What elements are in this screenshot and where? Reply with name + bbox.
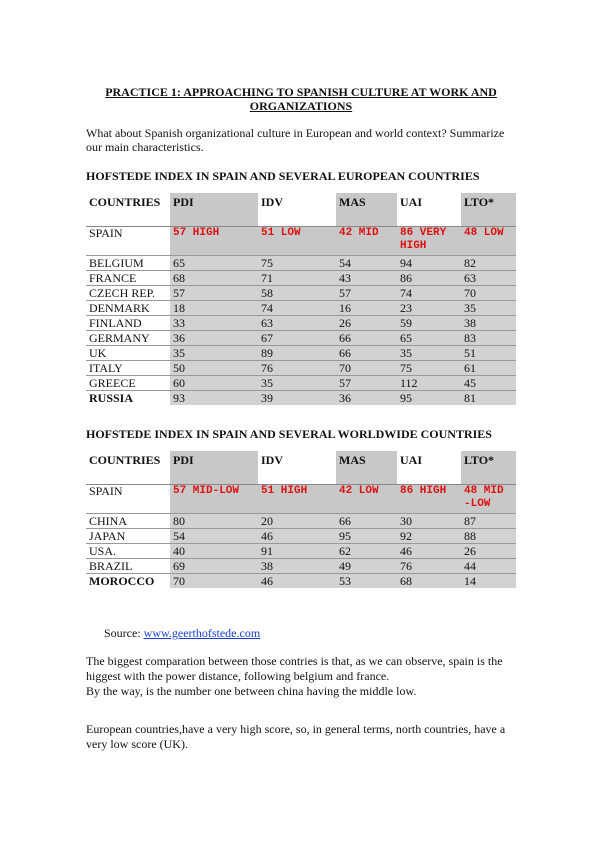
- world-table: [86, 451, 516, 588]
- value-cell: 35: [461, 301, 516, 316]
- spain-value-cell: 42 LOW: [336, 485, 397, 514]
- value-cell: 89: [258, 346, 336, 361]
- column-header: LTO*: [461, 451, 516, 485]
- value-cell: 46: [258, 574, 336, 589]
- spain-row: [86, 485, 516, 514]
- value-cell: 68: [397, 574, 461, 589]
- value-cell: 58: [258, 286, 336, 301]
- value-cell: 46: [258, 529, 336, 544]
- table-row: [86, 331, 516, 346]
- column-header: UAI: [397, 193, 461, 227]
- table-row: [86, 271, 516, 286]
- value-cell: 33: [170, 316, 258, 331]
- spain-row: [86, 227, 516, 256]
- value-cell: 87: [461, 514, 516, 529]
- value-cell: 70: [336, 361, 397, 376]
- value-cell: 57: [336, 376, 397, 391]
- value-cell: 49: [336, 559, 397, 574]
- country-cell: CZECH REP.: [86, 286, 170, 301]
- value-cell: 45: [461, 376, 516, 391]
- value-cell: 59: [397, 316, 461, 331]
- value-cell: 14: [461, 574, 516, 589]
- value-cell: 54: [336, 256, 397, 271]
- table-row: [86, 376, 516, 391]
- country-cell: RUSSIA: [86, 391, 170, 406]
- country-cell: JAPAN: [86, 529, 170, 544]
- table-row: [86, 346, 516, 361]
- value-cell: 86: [397, 271, 461, 286]
- spain-value-cell: 51 LOW: [258, 227, 336, 256]
- table-header-row: [86, 451, 516, 485]
- value-cell: 80: [170, 514, 258, 529]
- value-cell: 23: [397, 301, 461, 316]
- value-cell: 65: [170, 256, 258, 271]
- value-cell: 95: [397, 391, 461, 406]
- spain-value-cell: 51 HIGH: [258, 485, 336, 514]
- value-cell: 70: [170, 574, 258, 589]
- table-row: [86, 544, 516, 559]
- europe-table: [86, 193, 516, 405]
- intro-text: What about Spanish organizational culture in European and world context? Summarize our main characteristics.: [86, 126, 505, 154]
- value-cell: 82: [461, 256, 516, 271]
- column-header: UAI: [397, 451, 461, 485]
- value-cell: 57: [170, 286, 258, 301]
- spain-value-cell: 48 MID -LOW: [461, 485, 516, 514]
- value-cell: 16: [336, 301, 397, 316]
- source-label: Source:: [104, 626, 141, 640]
- value-cell: 43: [336, 271, 397, 286]
- value-cell: 92: [397, 529, 461, 544]
- table-row: [86, 391, 516, 406]
- value-cell: 74: [397, 286, 461, 301]
- value-cell: 76: [397, 559, 461, 574]
- spain-value-cell: 57 HIGH: [170, 227, 258, 256]
- value-cell: 57: [336, 286, 397, 301]
- spain-value-cell: 48 LOW: [461, 227, 516, 256]
- country-cell: UK: [86, 346, 170, 361]
- country-cell: FRANCE: [86, 271, 170, 286]
- paragraph-comparison: [86, 654, 516, 699]
- value-cell: 69: [170, 559, 258, 574]
- value-cell: 38: [461, 316, 516, 331]
- value-cell: 35: [258, 376, 336, 391]
- value-cell: 74: [258, 301, 336, 316]
- column-header: LTO*: [461, 193, 516, 227]
- value-cell: 36: [170, 331, 258, 346]
- spain-value-cell: 42 MID: [336, 227, 397, 256]
- country-cell: BELGIUM: [86, 256, 170, 271]
- value-cell: 81: [461, 391, 516, 406]
- value-cell: 36: [336, 391, 397, 406]
- spain-value-cell: 86 VERY HIGH: [397, 227, 461, 256]
- value-cell: 61: [461, 361, 516, 376]
- table-row: [86, 286, 516, 301]
- source-link[interactable]: www.geerthofstede.com: [143, 626, 261, 640]
- value-cell: 40: [170, 544, 258, 559]
- value-cell: 67: [258, 331, 336, 346]
- value-cell: 38: [258, 559, 336, 574]
- table-row: [86, 301, 516, 316]
- value-cell: 94: [397, 256, 461, 271]
- country-cell: SPAIN: [86, 485, 170, 514]
- value-cell: 70: [461, 286, 516, 301]
- country-cell: FINLAND: [86, 316, 170, 331]
- country-cell: GERMANY: [86, 331, 170, 346]
- value-cell: 20: [258, 514, 336, 529]
- value-cell: 44: [461, 559, 516, 574]
- value-cell: 46: [397, 544, 461, 559]
- country-cell: DENMARK: [86, 301, 170, 316]
- value-cell: 63: [258, 316, 336, 331]
- value-cell: 51: [461, 346, 516, 361]
- column-header: IDV: [258, 451, 336, 485]
- paragraph-comparison-line1: The biggest comparation between those contries is that, as we can observe, spain is the higgest with the power distance, following belgium and france.: [86, 654, 503, 683]
- spain-value-cell: 86 HIGH: [397, 485, 461, 514]
- value-cell: 91: [258, 544, 336, 559]
- country-cell: CHINA: [86, 514, 170, 529]
- country-cell: MOROCCO: [86, 574, 170, 589]
- column-header: IDV: [258, 193, 336, 227]
- country-cell: BRAZIL: [86, 559, 170, 574]
- table-row: [86, 529, 516, 544]
- column-header: MAS: [336, 193, 397, 227]
- table-row: [86, 514, 516, 529]
- country-cell: SPAIN: [86, 227, 170, 256]
- value-cell: 66: [336, 346, 397, 361]
- value-cell: 39: [258, 391, 336, 406]
- country-cell: ITALY: [86, 361, 170, 376]
- europe-heading: HOFSTEDE INDEX IN SPAIN AND SEVERAL EUROPEAN COUNTRIES: [86, 169, 480, 183]
- value-cell: 60: [170, 376, 258, 391]
- value-cell: 76: [258, 361, 336, 376]
- country-cell: USA.: [86, 544, 170, 559]
- value-cell: 50: [170, 361, 258, 376]
- value-cell: 62: [336, 544, 397, 559]
- value-cell: 93: [170, 391, 258, 406]
- value-cell: 83: [461, 331, 516, 346]
- table-row: [86, 361, 516, 376]
- value-cell: 26: [336, 316, 397, 331]
- value-cell: 65: [397, 331, 461, 346]
- value-cell: 63: [461, 271, 516, 286]
- table-row: [86, 559, 516, 574]
- value-cell: 66: [336, 331, 397, 346]
- value-cell: 53: [336, 574, 397, 589]
- paragraph-europe: European countries,have a very high score, so, in general terms, north countries, have a very low score (UK).: [86, 722, 506, 751]
- world-heading: HOFSTEDE INDEX IN SPAIN AND SEVERAL WORLDWIDE COUNTRIES: [86, 427, 492, 441]
- column-header: COUNTRIES: [86, 451, 170, 485]
- column-header: COUNTRIES: [86, 193, 170, 227]
- value-cell: 112: [397, 376, 461, 391]
- value-cell: 88: [461, 529, 516, 544]
- paragraph-comparison-line2: By the way, is the number one between china having the middle low.: [86, 684, 417, 698]
- column-header: PDI: [170, 451, 258, 485]
- page-title: PRACTICE 1: APPROACHING TO SPANISH CULTURE AT WORK AND ORGANIZATIONS: [105, 85, 497, 113]
- value-cell: 35: [397, 346, 461, 361]
- value-cell: 18: [170, 301, 258, 316]
- column-header: PDI: [170, 193, 258, 227]
- spain-value-cell: 57 MID-LOW: [170, 485, 258, 514]
- country-cell: GREECE: [86, 376, 170, 391]
- table-row: [86, 316, 516, 331]
- value-cell: 75: [397, 361, 461, 376]
- table-row: [86, 256, 516, 271]
- value-cell: 68: [170, 271, 258, 286]
- value-cell: 54: [170, 529, 258, 544]
- source-line: [104, 626, 260, 641]
- value-cell: 26: [461, 544, 516, 559]
- value-cell: 75: [258, 256, 336, 271]
- table-row: [86, 574, 516, 589]
- value-cell: 71: [258, 271, 336, 286]
- column-header: MAS: [336, 451, 397, 485]
- value-cell: 35: [170, 346, 258, 361]
- table-header-row: [86, 193, 516, 227]
- value-cell: 66: [336, 514, 397, 529]
- value-cell: 30: [397, 514, 461, 529]
- value-cell: 95: [336, 529, 397, 544]
